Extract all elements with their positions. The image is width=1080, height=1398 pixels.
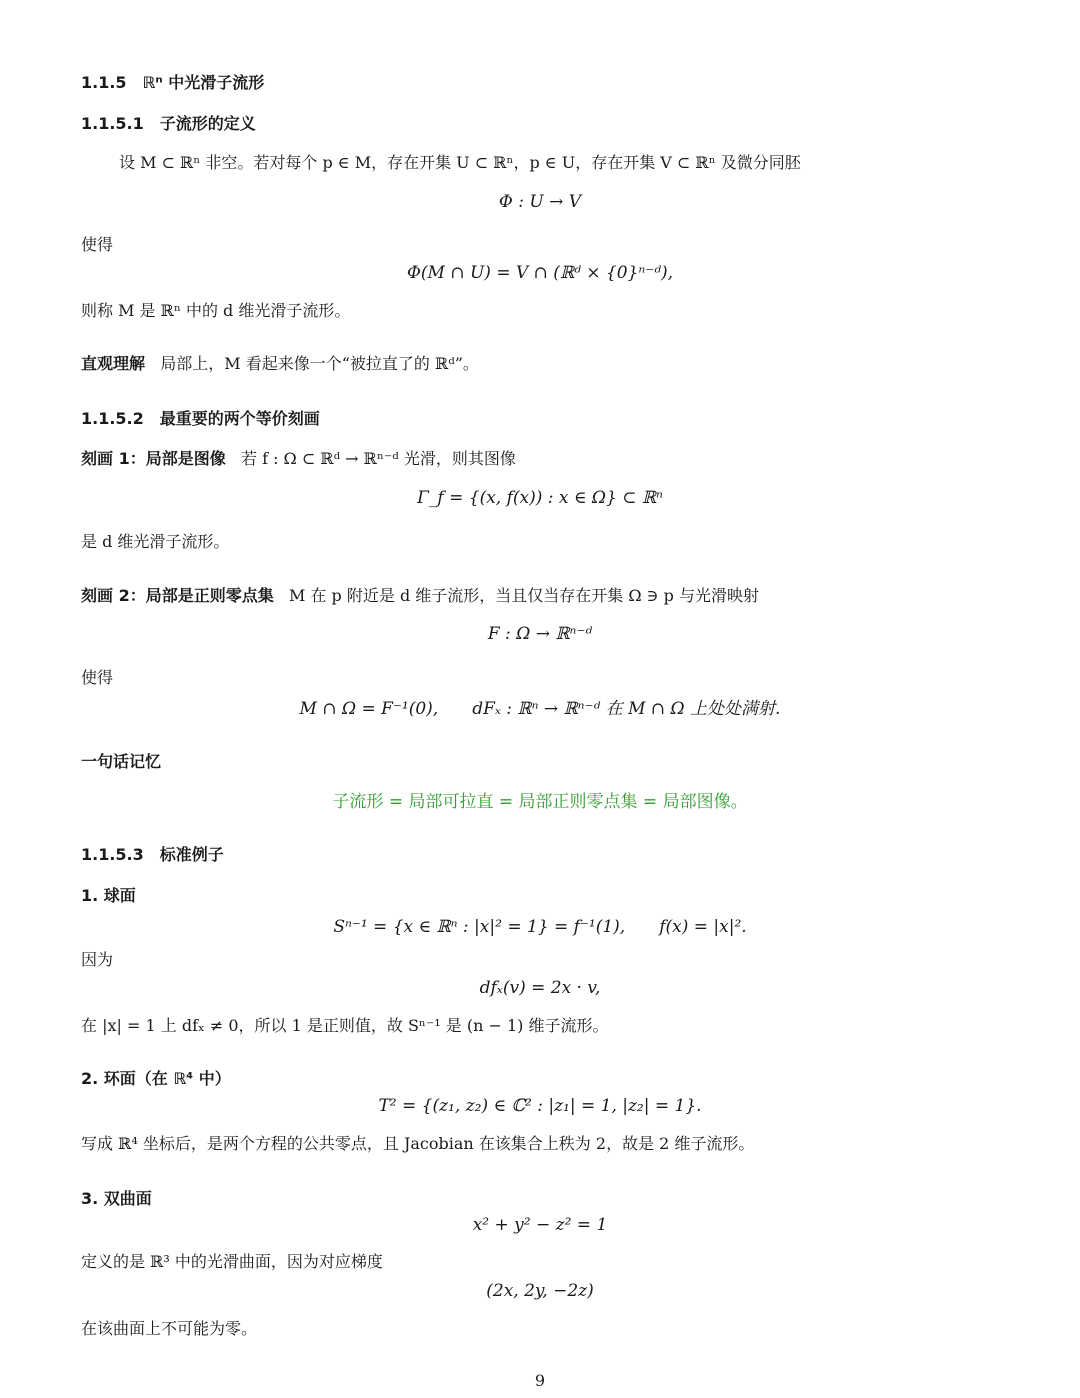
- intuition-paragraph: [81, 351, 479, 374]
- section-heading-1-1-5: 1.1.5 ℝⁿ 中光滑子流形: [81, 73, 265, 92]
- section-heading-1-1-5-1: 1.1.5.1 子流形的定义: [81, 114, 256, 133]
- equation-hyperboloid: x² + y² − z² = 1: [472, 1215, 608, 1235]
- example-1-conclusion: 在 |x| = 1 上 dfₓ ≠ 0，所以 1 是正则值，故 Sⁿ⁻¹ 是 (n − 1) 维子流形。: [81, 1016, 609, 1035]
- intuition-text: 局部上，M 看起来像一个“被拉直了的 ℝᵈ”。: [160, 354, 479, 373]
- section-heading-1-1-5-3: 1.1.5.3 标准例子: [81, 845, 224, 864]
- section-heading-1-1-5-2: 1.1.5.2 最重要的两个等价刻画: [81, 409, 320, 428]
- page-number: 9: [534, 1371, 546, 1390]
- equation-graph: Γ_f = {(x, f(x)) : x ∈ Ω} ⊂ ℝⁿ: [417, 488, 663, 508]
- example-1-heading: 1. 球面: [81, 886, 136, 905]
- characterization-1-paragraph: [81, 446, 516, 469]
- characterization-1-heading: 刻画 1：局部是图像: [81, 449, 226, 468]
- example-2-heading: 2. 环面（在 ℝ⁴ 中）: [81, 1069, 231, 1088]
- example-3-conclusion: 在该曲面上不可能为零。: [81, 1319, 258, 1338]
- definition-intro: 设 M ⊂ ℝⁿ 非空。若对每个 p ∈ M，存在开集 U ⊂ ℝⁿ，p ∈ U，存在开集 V ⊂ ℝⁿ 及微分同胚: [119, 153, 801, 172]
- example-2-conclusion: 写成 ℝ⁴ 坐标后，是两个方程的公共零点，且 Jacobian 在该集合上秩为 2，故是 2 维子流形。: [81, 1134, 755, 1153]
- equation-phi-map: Φ : U → V: [498, 192, 582, 212]
- equation-regular-zero-set: M ∩ Ω = F⁻¹(0), dFₓ : ℝⁿ → ℝⁿ⁻ᵈ 在 M ∩ Ω 上处处满射.: [299, 699, 781, 719]
- intuition-heading: 直观理解: [81, 354, 146, 373]
- characterization-2-paragraph: [81, 583, 759, 606]
- characterization-1-after: 是 d 维光滑子流形。: [81, 532, 230, 551]
- memory-heading: 一句话记忆: [81, 752, 162, 771]
- characterization-2-text: M 在 p 附近是 d 维子流形，当且仅当存在开集 Ω ∋ p 与光滑映射: [288, 586, 759, 605]
- equation-F-map: F : Ω → ℝⁿ⁻ᵈ: [487, 624, 593, 644]
- equation-sphere: Sⁿ⁻¹ = {x ∈ ℝⁿ : |x|² = 1} = f⁻¹(1), f(x) = |x|².: [333, 917, 747, 937]
- because-text: 因为: [81, 950, 114, 969]
- example-3-heading: 3. 双曲面: [81, 1189, 152, 1208]
- memory-statement: 子流形 = 局部可拉直 = 局部正则零点集 = 局部图像。: [332, 792, 748, 812]
- characterization-2-heading: 刻画 2：局部是正则零点集: [81, 586, 274, 605]
- definition-conclusion: 则称 M 是 ℝⁿ 中的 d 维光滑子流形。: [81, 301, 351, 320]
- such-that-text-2: 使得: [81, 668, 114, 687]
- equation-gradient: (2x, 2y, −2z): [486, 1281, 594, 1301]
- equation-differential: dfₓ(v) = 2x · v,: [479, 978, 601, 998]
- example-3-text: 定义的是 ℝ³ 中的光滑曲面，因为对应梯度: [81, 1252, 383, 1271]
- such-that-text: 使得: [81, 235, 114, 254]
- characterization-1-text: 若 f : Ω ⊂ ℝᵈ → ℝⁿ⁻ᵈ 光滑，则其图像: [240, 449, 516, 468]
- equation-torus: T² = {(z₁, z₂) ∈ ℂ² : |z₁| = 1, |z₂| = 1}.: [378, 1096, 702, 1116]
- equation-straightening: Φ(M ∩ U) = V ∩ (ℝᵈ × {0}ⁿ⁻ᵈ),: [406, 263, 674, 283]
